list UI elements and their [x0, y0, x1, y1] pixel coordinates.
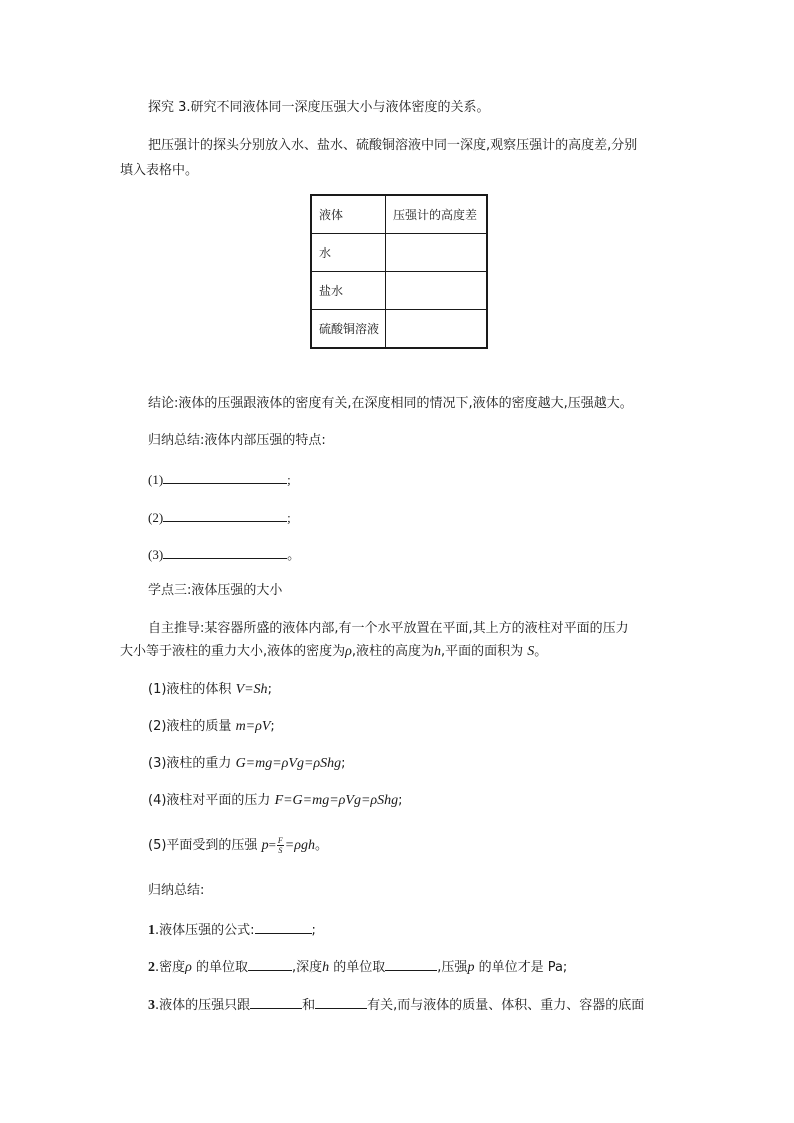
table-row [311, 234, 487, 272]
table-cell-value[interactable] [386, 272, 488, 310]
answer-blank[interactable] [163, 470, 287, 484]
table-row [311, 310, 487, 349]
answer-blank[interactable] [385, 957, 437, 971]
blank-line: (1) ; [148, 472, 291, 487]
blank-line: (2) ; [148, 510, 291, 525]
table-cell-value[interactable] [386, 234, 488, 272]
liquid-pressure-table [310, 194, 488, 349]
summary2-title: 归纳总结: [148, 883, 205, 898]
table-row [311, 272, 487, 310]
summary-intro: 归纳总结:液体内部压强的特点: [148, 433, 326, 448]
question-3: 3.液体的压强只跟 和 有关,而与液体的质量、体积、重力、容器的底面 [148, 995, 644, 1015]
answer-blank[interactable] [163, 508, 287, 522]
answer-blank[interactable] [248, 957, 292, 971]
explore3-instruction-line2: 填入表格中。 [120, 163, 199, 178]
table-header-height-diff: 压强计的高度差 [386, 195, 488, 234]
step-mass: (2)液柱的质量 m=ρV; [148, 719, 275, 734]
conclusion: 结论:液体的压强跟液体的密度有关,在深度相同的情况下,液体的密度越大,压强越大。 [148, 396, 633, 411]
blank-line: (3) 。 [148, 547, 301, 563]
step-gravity: (3)液柱的重力 G=mg=ρVg=ρShg; [148, 756, 346, 771]
explore3-instruction-line1: 把压强计的探头分别放入水、盐水、硫酸铜溶液中同一深度,观察压强计的高度差,分别 [148, 138, 638, 153]
section3-title: 学点三:液体压强的大小 [148, 583, 283, 598]
table-cell-liquid: 水 [311, 234, 386, 272]
step-volume: (1)液柱的体积 V=Sh; [148, 682, 272, 697]
answer-blank[interactable] [250, 995, 302, 1009]
fraction-f-over-s: $\frac{F}{S}$ [277, 836, 283, 855]
question-2: 2.密度ρ 的单位取 ,深度h 的单位取 ,压强p 的单位才是 Pa; [148, 957, 567, 977]
answer-blank[interactable] [315, 995, 367, 1009]
answer-blank[interactable] [255, 920, 312, 934]
step-pressure: (5)平面受到的压强 p= $\frac{F}{S}$ =ρgh。 [148, 836, 328, 855]
table-cell-liquid: 硫酸铜溶液 [311, 310, 386, 349]
derivation-line1: 自主推导:某容器所盛的液体内部,有一个水平放置在平面,其上方的液柱对平面的压力 [148, 621, 629, 636]
answer-blank[interactable] [163, 545, 287, 559]
derivation-line2: 大小等于液柱的重力大小,液体的密度为ρ,液柱的高度为h,平面的面积为 S。 [120, 644, 548, 659]
step-force: (4)液柱对平面的压力 F=G=mg=ρVg=ρShg; [148, 793, 403, 808]
table-header-row [311, 195, 487, 234]
table-cell-liquid: 盐水 [311, 272, 386, 310]
question-1: 1.液体压强的公式: ; [148, 920, 316, 940]
explore3-title: 探究 3.研究不同液体同一深度压强大小与液体密度的关系。 [148, 100, 490, 115]
table-header-liquid: 液体 [311, 195, 386, 234]
table-cell-value[interactable] [386, 310, 488, 349]
